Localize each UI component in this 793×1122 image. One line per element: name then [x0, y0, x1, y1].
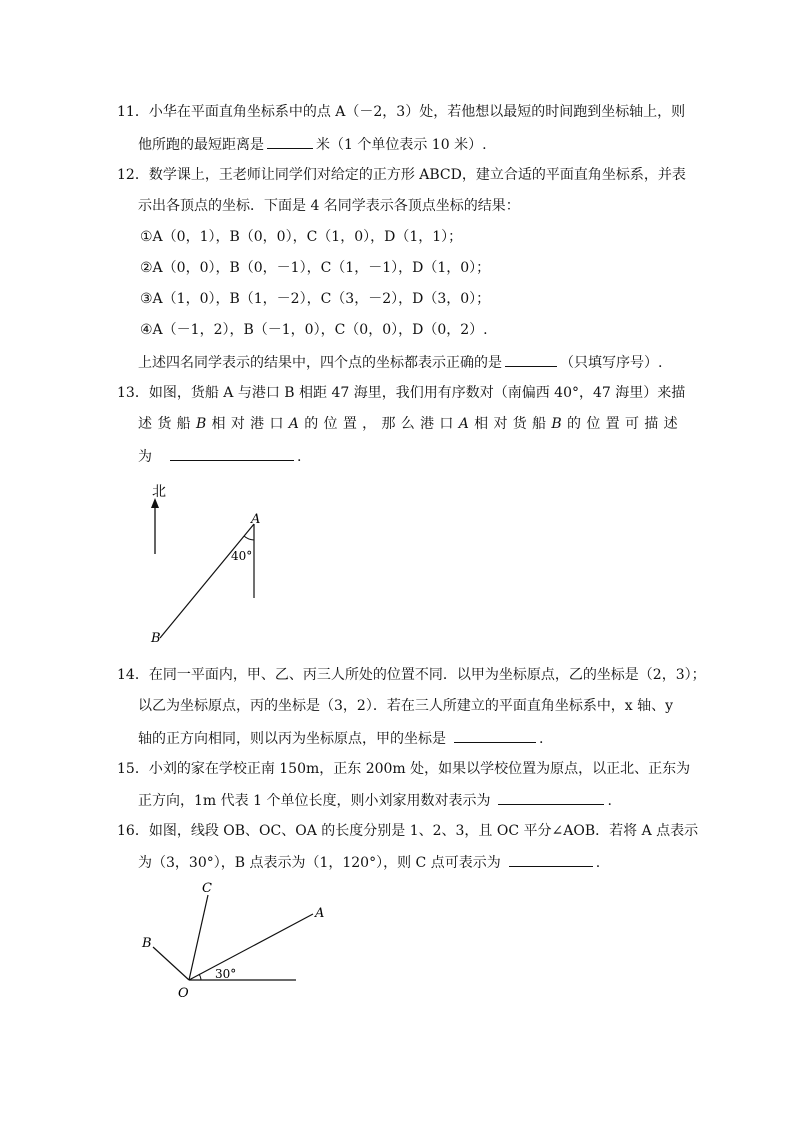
q13-char: B [195, 416, 207, 432]
q13-answer-blank[interactable] [170, 446, 294, 461]
q13-char: 那 [381, 416, 396, 432]
q15-text-a: 正方向，1m 代表 1 个单位长度，则小刘家用数对表示为 [138, 793, 491, 809]
q12-line2: 示出各顶点的坐标．下面是 4 名同学表示各顶点坐标的结果： [138, 198, 520, 214]
q12-option-2: ②A（0，0），B（0，－1），C（1，－1），D（1，0）； [140, 260, 491, 276]
q13-char: 货 [157, 416, 172, 432]
angle-label: 40° [231, 549, 253, 563]
q13-char: 么 [400, 416, 415, 432]
label-b: B [151, 631, 161, 646]
q13-char: 船 [532, 416, 547, 432]
q14-line1: 14．在同一平面内，甲、乙、丙三人所处的位置不同．以甲为坐标原点，乙的坐标是（2，3）； [117, 667, 706, 683]
q12-conclusion-tail: （只填写序号）. [560, 355, 663, 371]
q15-answer-blank[interactable] [498, 790, 604, 805]
q15-line2 [138, 790, 612, 811]
angle-label: 30° [215, 967, 237, 981]
q13-char: 船 [176, 416, 191, 432]
q13-char: ， [362, 416, 377, 432]
label-b: B [142, 936, 152, 951]
q13-char: 述 [138, 416, 152, 432]
segment-ob [153, 947, 189, 980]
q13-char: A [458, 416, 469, 432]
q13-char: 相 [211, 416, 226, 432]
q16-line1: 16．如图，线段 OB、OC、OA 的长度分别是 1、2、3，且 OC 平分∠AOB．若将 A 点表示 [117, 823, 699, 839]
segment-oc [189, 895, 208, 980]
q13-text-a: 为 [138, 449, 152, 465]
q11-text-b: 米（1 个单位表示 10 米）. [316, 137, 487, 153]
q13-text-b: . [297, 449, 302, 465]
segment-ab [160, 524, 254, 638]
q11-answer-blank[interactable] [267, 134, 313, 149]
segment-oa [189, 914, 313, 980]
q13-char: 可 [624, 416, 639, 432]
q13-figure [130, 478, 280, 650]
q14-line3 [138, 728, 543, 749]
q13-char: 的 [567, 416, 582, 432]
q12-conclusion-text: 上述四名同学表示的结果中，四个点的坐标都表示正确的是 [138, 355, 502, 371]
q13-char: 位 [586, 416, 601, 432]
q15-text-b: . [607, 793, 612, 809]
q16-line2 [138, 852, 600, 873]
q13-char: 相 [474, 416, 489, 432]
q14-line2: 以乙为坐标原点，丙的坐标是（3，2）．若在三人所建立的平面直角坐标系中，x 轴、y [138, 698, 674, 714]
q13-line2 [138, 414, 678, 434]
q12-option-1: ①A（0，1），B（0，0），C（1，0），D（1，1）； [140, 229, 463, 245]
q13-char: 位 [323, 416, 338, 432]
q16-answer-blank[interactable] [509, 852, 593, 867]
q16-figure [135, 875, 335, 1000]
q14-answer-blank[interactable] [454, 728, 536, 743]
q13-char: 置 [342, 416, 357, 432]
q14-text-b: . [539, 731, 544, 747]
q13-char: 述 [663, 416, 678, 432]
label-o: O [178, 986, 189, 1000]
angle-arc [199, 974, 201, 980]
q13-char: B [551, 416, 562, 432]
q11-line2 [138, 134, 487, 155]
q11-line1: 11．小华在平面直角坐标系中的点 A（－2，3）处，若他想以最短的时间跑到坐标轴上，则 [117, 104, 686, 120]
q11-text-a: 他所跑的最短距离是 [138, 137, 264, 153]
q13-char: 口 [439, 416, 454, 432]
q13-char: 置 [605, 416, 620, 432]
q12-option-3: ③A（1，0），B（1，－2），C（3，－2），D（3，0）； [140, 291, 491, 307]
q16-text-a: 为（3，30°），B 点表示为（1，120°），则 C 点可表示为 [138, 855, 501, 871]
q12-option-4: ④A（－1，2），B（－1，0），C（0，0），D（0，2）. [140, 322, 488, 338]
q13-char: 描 [644, 416, 659, 432]
q13-char: 港 [420, 416, 435, 432]
q12-line1: 12．数学课上，王老师让同学们对给定的正方形 ABCD，建立合适的平面直角坐标系，并表 [117, 167, 686, 183]
q13-line3 [138, 446, 301, 467]
label-c: C [202, 881, 212, 896]
q13-char: A [288, 416, 299, 432]
q12-conclusion [138, 352, 662, 373]
q13-char: 货 [512, 416, 527, 432]
q13-char: 口 [269, 416, 284, 432]
q15-line1: 15．小刘的家在学校正南 150m，正东 200m 处，如果以学校位置为原点，以正北、正东为 [117, 761, 691, 777]
label-a: A [251, 512, 261, 527]
angle-arc [244, 536, 254, 540]
q13-char: 对 [230, 416, 245, 432]
q13-char: 对 [493, 416, 508, 432]
q13-line1: 13．如图，货船 A 与港口 B 相距 47 海里，我们用有序数对（南偏西 40°，47 海里）来描 [117, 385, 686, 401]
q16-text-b: . [595, 855, 601, 871]
q13-char: 港 [250, 416, 265, 432]
q12-answer-blank[interactable] [505, 352, 557, 367]
north-label: 北 [152, 484, 166, 500]
q14-text-a: 轴的正方向相同，则以丙为坐标原点，甲的坐标是 [138, 731, 446, 747]
q13-char: 的 [304, 416, 319, 432]
label-a: A [315, 906, 325, 921]
